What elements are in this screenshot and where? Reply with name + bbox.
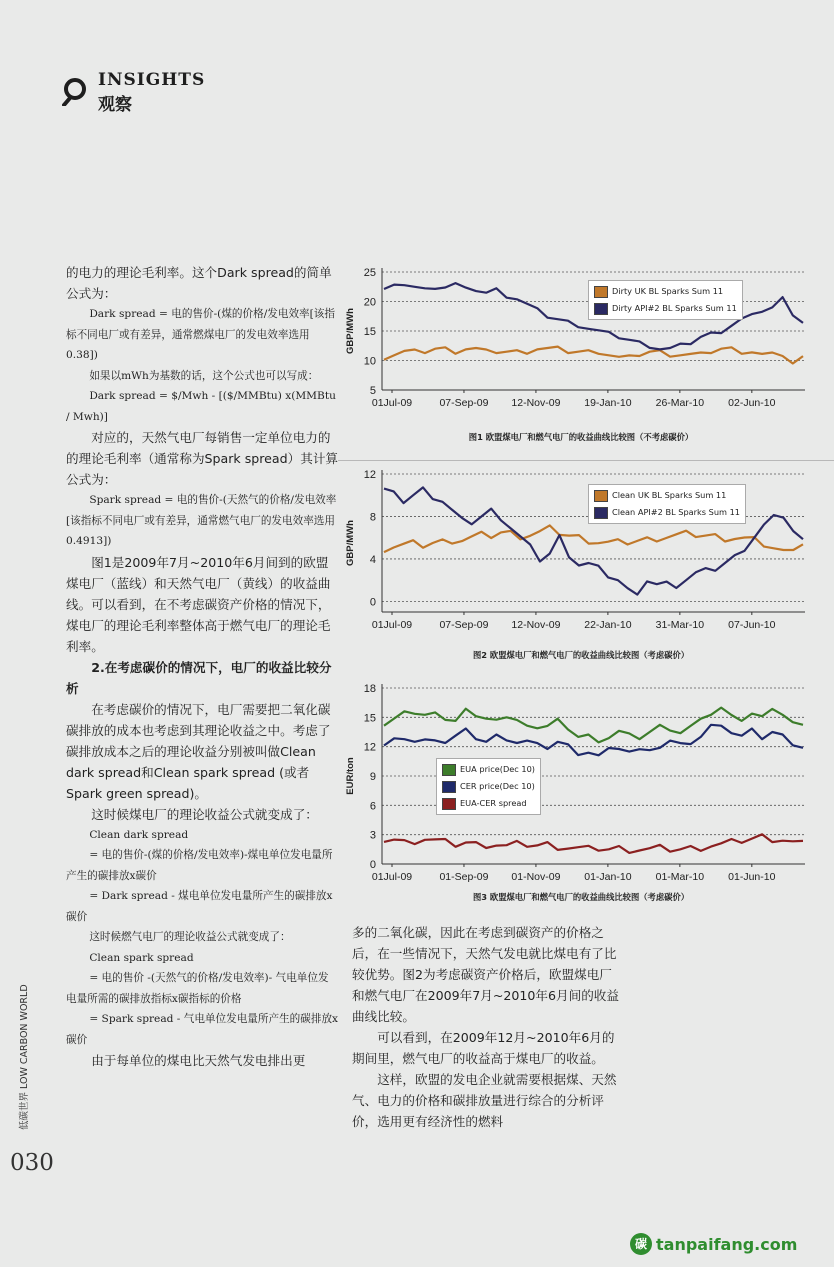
x-tick-label: 07-Sep-09 — [439, 619, 489, 631]
legend-swatch — [594, 507, 608, 519]
watermark-text: tanpaifang.com — [656, 1234, 798, 1254]
legend-item — [594, 487, 740, 504]
series-line — [384, 525, 803, 552]
x-tick-label: 26-Mar-10 — [655, 397, 705, 409]
legend-item — [442, 795, 535, 812]
section-divider — [338, 460, 834, 461]
section-title-cn: 观察 — [98, 95, 132, 115]
y-axis-label: GBP/MWh — [345, 308, 356, 354]
legend-label: Dirty API#2 BL Sparks Sum 11 — [612, 303, 737, 313]
series-line — [384, 347, 803, 364]
x-tick-label: 31-Mar-10 — [655, 619, 705, 631]
paragraph: 对应的，天然气电厂每销售一定单位电力的的理论毛利率（通常称为Spark spread）其计算公式为： — [66, 430, 339, 487]
y-tick-label: 20 — [363, 296, 376, 309]
chart-caption: 图3 欧盟煤电厂和燃气电厂的收益曲线比较图（考虑碳价） — [472, 892, 690, 902]
chart-legend — [588, 280, 743, 320]
formula: Clean dark spread — [89, 828, 189, 841]
legend-swatch — [594, 303, 608, 315]
paragraph: 这时候煤电厂的理论收益公式就变成了： — [91, 806, 318, 822]
formula: = Dark spread - 煤电单位发电量所产生的碳排放x碳价 — [66, 890, 333, 923]
leaf-logo-icon: 碳 — [630, 1233, 652, 1255]
legend-item — [442, 778, 535, 795]
formula: 这时候燃气电厂的理论收益公式就变成了： — [89, 931, 291, 943]
legend-label: CER price(Dec 10) — [460, 781, 535, 791]
legend-item — [594, 283, 737, 300]
x-tick-label: 01-Jun-10 — [728, 871, 776, 883]
formula: = Spark spread - 气电单位发电量所产生的碳排放x碳价 — [66, 1013, 339, 1046]
formula: Dark spread = 电的售价-(煤的价格/发电效率[该指标不同电厂或有差异，通常燃煤电厂的发电效率选用0.38]) — [66, 308, 335, 361]
chart-caption: 图2 欧盟煤电厂和燃气电厂的收益曲线比较图（考虑碳价） — [472, 650, 690, 660]
chart-legend — [436, 758, 541, 815]
magazine-side-label: 低碳世界 LOW CARBON WORLD — [19, 984, 30, 1130]
paragraph: 图1是2009年7月~2010年6月间到的欧盟煤电厂（蓝线）和天然气电厂（黄线）的收益曲线。可以看到，在不考虑碳资产价格的情况下，煤电厂的理论毛利率整体高于燃气电厂的理论毛利率。 — [66, 554, 331, 654]
chart-2 — [340, 464, 822, 661]
x-tick-label: 12-Nov-09 — [511, 397, 561, 409]
chart-3 — [340, 680, 822, 903]
legend-swatch — [442, 764, 456, 776]
formula: Clean spark spread — [89, 951, 194, 964]
magnifier-logo-icon — [62, 76, 92, 106]
y-tick-label: 9 — [369, 771, 376, 783]
x-tick-label: 07-Jun-10 — [728, 619, 776, 631]
x-tick-label: 01-Sep-09 — [439, 871, 489, 883]
x-tick-label: 02-Jun-10 — [728, 397, 776, 409]
y-tick-label: 5 — [369, 385, 376, 397]
formula: = 电的售价-(煤的价格/发电效率)-煤电单位发电量所产生的碳排放x碳价 — [66, 849, 333, 882]
paragraph: 的电力的理论毛利率。这个Dark spread的简单公式为： — [66, 265, 332, 301]
legend-label: EUA-CER spread — [460, 798, 527, 808]
legend-label: Clean UK BL Sparks Sum 11 — [612, 490, 727, 500]
chart-1 — [340, 262, 822, 443]
right-text-column — [352, 922, 624, 1132]
chart-3-plot — [340, 680, 822, 890]
formula: = 电的售价 -(天然气的价格/发电效率)- 气电单位发电量所需的碳排放指标x碳指标的价格 — [66, 972, 329, 1005]
formula: Dark spread = $/Mwh - [($/MMBtu) x(MMBtu / Mwh)] — [66, 390, 336, 423]
x-tick-label: 01-Mar-10 — [655, 871, 705, 883]
y-tick-label: 10 — [363, 355, 376, 368]
y-tick-label: 25 — [363, 267, 376, 279]
y-tick-label: 3 — [369, 829, 376, 842]
paragraph: 这样，欧盟的发电企业就需要根据煤、天然气、电力的价格和碳排放量进行综合的分析评价，选用更有经济性的燃料 — [352, 1072, 617, 1129]
x-tick-label: 22-Jan-10 — [584, 619, 632, 631]
legend-item — [442, 761, 535, 778]
y-axis-label: GBP/MWh — [345, 520, 356, 566]
legend-swatch — [594, 490, 608, 502]
x-tick-label: 07-Sep-09 — [439, 397, 489, 409]
chart-legend — [588, 484, 746, 524]
paragraph: 在考虑碳价的情况下，电厂需要把二氧化碳碳排放的成本也考虑到其理论收益之中。考虑了碳排放成本之后的理论收益分别被叫做Clean dark spread和Clean spark spread (或者Spark green spread)。 — [66, 701, 331, 801]
section-heading: 2.在考虑碳价的情况下，电厂的收益比较分析 — [66, 659, 332, 696]
legend-label: Dirty UK BL Sparks Sum 11 — [612, 286, 724, 296]
legend-swatch — [594, 286, 608, 298]
legend-label: Clean API#2 BL Sparks Sum 11 — [612, 507, 741, 517]
y-tick-label: 12 — [363, 741, 376, 754]
section-title: INSIGHTS — [98, 70, 206, 90]
x-tick-label: 01Jul-09 — [371, 397, 413, 409]
page-number: 030 — [10, 1150, 54, 1176]
legend-swatch — [442, 798, 456, 810]
y-tick-label: 8 — [369, 511, 376, 524]
watermark — [630, 1233, 797, 1255]
y-tick-label: 18 — [363, 683, 376, 695]
chart-1-plot — [340, 262, 822, 430]
series-line — [384, 708, 803, 743]
y-tick-label: 4 — [369, 553, 376, 566]
paragraph: 多的二氧化碳，因此在考虑到碳资产的价格之后，在一些情况下，天然气发电就比煤电有了比较优势。图2为考虑碳资产价格后，欧盟煤电厂和燃气电厂在2009年7月~2010年6月间的收益曲线比较。 — [352, 925, 619, 1024]
legend-label: EUA price(Dec 10) — [460, 764, 535, 774]
legend-item — [594, 300, 737, 317]
y-tick-label: 15 — [363, 712, 376, 725]
left-text-column — [66, 262, 338, 1071]
y-tick-label: 0 — [369, 859, 376, 871]
y-tick-label: 15 — [363, 326, 376, 338]
paragraph: 由于每单位的煤电比天然气发电排出更 — [91, 1053, 306, 1068]
paragraph: 如果以mWh为基数的话，这个公式也可以写成： — [89, 369, 319, 382]
y-tick-label: 6 — [369, 800, 376, 813]
x-tick-label: 01-Nov-09 — [511, 871, 561, 883]
y-tick-label: 0 — [369, 596, 376, 609]
x-tick-label: 19-Jan-10 — [584, 397, 632, 409]
series-line — [384, 725, 803, 756]
chart-caption: 图1 欧盟煤电厂和燃气电厂的收益曲线比较图（不考虑碳价） — [468, 432, 694, 442]
y-tick-label: 12 — [363, 469, 376, 481]
x-tick-label: 01Jul-09 — [371, 871, 413, 883]
paragraph: 可以看到，在2009年12月~2010年6月的期间里，燃气电厂的收益高于煤电厂的收益。 — [352, 1030, 615, 1066]
x-tick-label: 01Jul-09 — [371, 619, 413, 631]
x-tick-label: 01-Jan-10 — [584, 871, 632, 883]
legend-item — [594, 504, 740, 521]
legend-swatch — [442, 781, 456, 793]
x-tick-label: 12-Nov-09 — [511, 619, 561, 631]
chart-2-plot — [340, 464, 822, 648]
y-axis-label: EUR/ton — [345, 757, 356, 795]
formula: Spark spread = 电的售价-(天然气的价格/发电效率[该指标不同电厂或有差异，通常燃气电厂的发电效率选用0.4913]) — [66, 494, 337, 547]
series-line — [384, 834, 803, 853]
